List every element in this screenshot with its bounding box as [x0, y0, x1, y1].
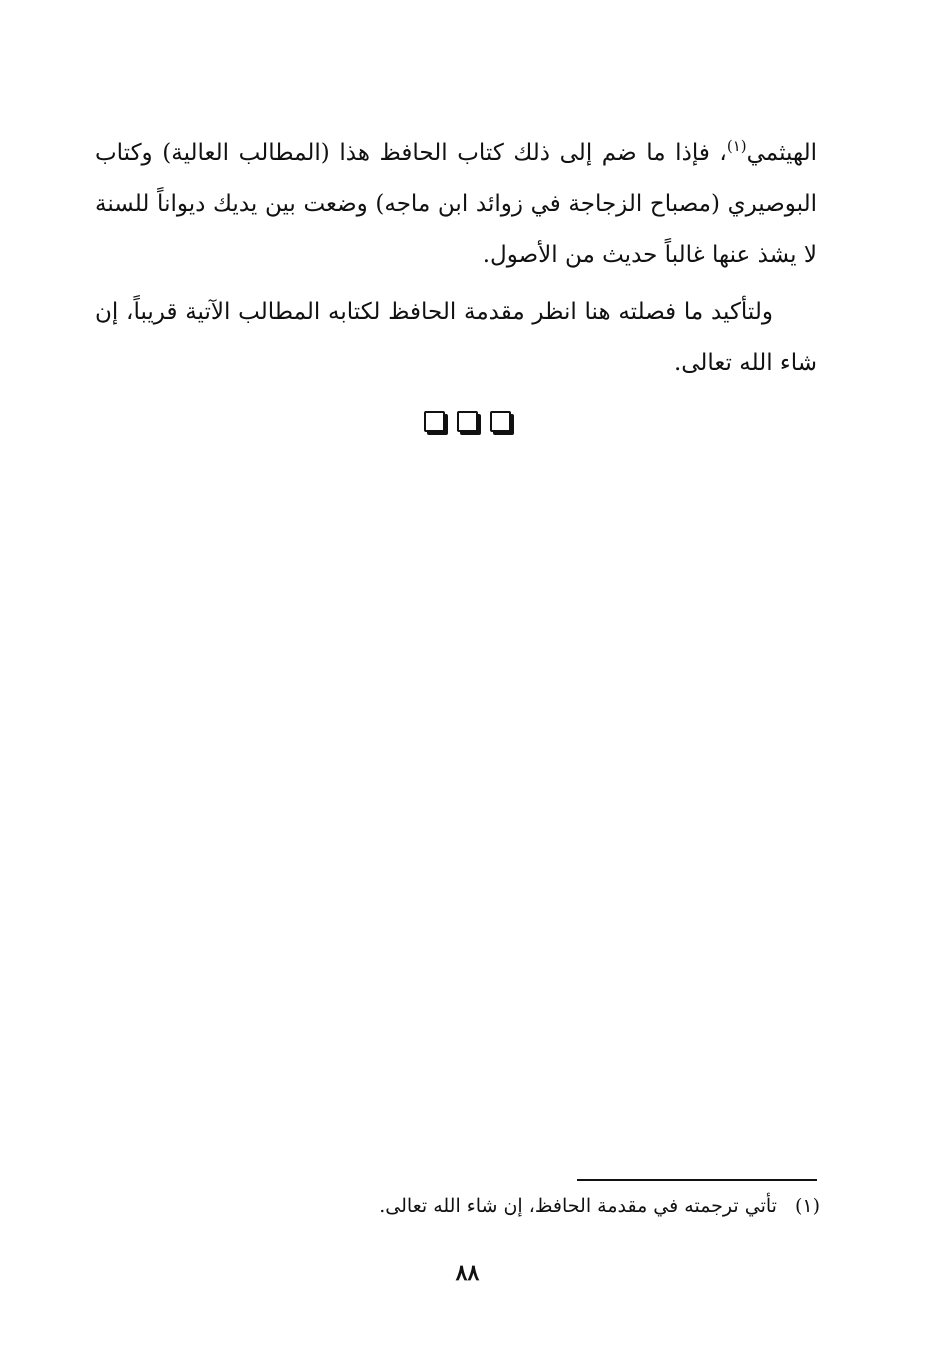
square-ornament-icon — [457, 411, 478, 432]
page-number: ٨٨ — [455, 1260, 480, 1286]
square-ornament-icon — [490, 411, 511, 432]
square-ornament-icon — [424, 411, 445, 432]
footnote-text: تأتي ترجمته في مقدمة الحافظ، إن شاء الله تعالى. — [379, 1195, 777, 1217]
paragraph-1 — [95, 128, 817, 281]
paragraph-2: ولتأكيد ما فصلته هنا انظر مقدمة الحافظ لكتابه المطالب الآتية قريباً، إن شاء الله تعالى. — [95, 299, 817, 376]
section-separator — [0, 411, 935, 432]
paragraph-1-rest: ، فإذا ما ضم إلى ذلك كتاب الحافظ هذا (المطالب العالية) وكتاب البوصيري (مصباح الزجاجة في زوائد ابن ماجه) وضعت بين يديك ديواناً للسنة لا يشذ عنها غالباً حديث من الأصول. — [95, 140, 817, 268]
footnote-number: (١) — [794, 1195, 820, 1217]
footnote-reference[interactable]: (١) — [726, 137, 747, 155]
main-text — [95, 128, 817, 389]
footnote-divider — [577, 1179, 817, 1181]
footnote — [300, 1190, 820, 1222]
paragraph-1-start: الهيثمي — [746, 140, 817, 166]
